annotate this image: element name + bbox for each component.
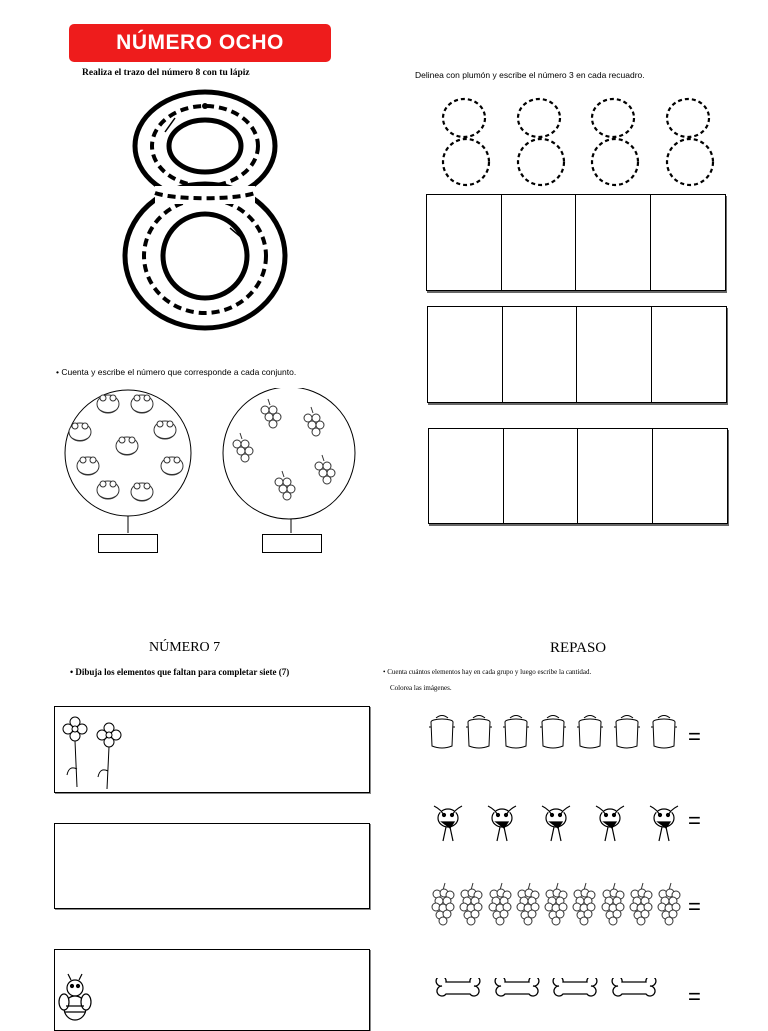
writing-cell[interactable] (427, 195, 502, 290)
draw-box-bee[interactable] (54, 949, 370, 1031)
writing-cell[interactable] (577, 307, 652, 402)
page-title: NÚMERO OCHO (69, 24, 331, 62)
bee-icon (55, 950, 105, 1030)
bird-icon (428, 798, 468, 844)
grapes-icon (487, 882, 513, 926)
grapes-row (430, 882, 682, 928)
count-instruction: • Cuenta y escribe el número que corresponde a cada conjunto. (56, 367, 297, 377)
review-instruction: • Cuenta cuántos elementos hay en cada grupo y luego escribe la cantidad. (383, 668, 592, 676)
writing-grid-3 (428, 428, 728, 524)
writing-grid-1 (426, 194, 726, 291)
grapes-icon (430, 882, 456, 926)
flower-icon (55, 707, 125, 792)
answer-box-frogs[interactable] (98, 534, 158, 553)
writing-grid-2 (427, 306, 727, 403)
dotted-eight[interactable] (662, 96, 718, 188)
review-title: REPASO (550, 640, 607, 656)
frog-set (60, 388, 200, 558)
dotted-eight[interactable] (587, 96, 643, 188)
draw-box-flowers[interactable] (54, 706, 370, 793)
writing-cell[interactable] (576, 195, 651, 290)
frog-icon (69, 395, 183, 501)
pot-icon (613, 713, 641, 751)
seven-title: NÚMERO 7 (149, 640, 221, 655)
pot-icon (650, 713, 678, 751)
bird-icon (644, 798, 684, 844)
equals-sign: = (688, 894, 701, 919)
bone-icon (610, 978, 658, 1002)
bone-icon (551, 978, 599, 1002)
grapes-set (220, 388, 360, 558)
grapes-icon (543, 882, 569, 926)
writing-cell[interactable] (653, 429, 728, 523)
bird-icon (482, 798, 522, 844)
equals-sign: = (688, 984, 701, 1009)
writing-cell[interactable] (652, 307, 727, 402)
writing-cell[interactable] (578, 429, 653, 523)
bird-icon (590, 798, 630, 844)
answer-box-grapes[interactable] (262, 534, 322, 553)
draw-box-empty[interactable] (54, 823, 370, 909)
seven-instruction: • Dibuja los elementos que faltan para completar siete (7) (70, 667, 290, 677)
writing-cell[interactable] (429, 429, 504, 523)
dotted-eight[interactable] (438, 96, 494, 188)
equals-sign: = (688, 808, 701, 833)
grapes-icon (571, 882, 597, 926)
equals-sign: = (688, 724, 701, 749)
grapes-icon (656, 882, 682, 926)
dotted-eights-row (438, 96, 718, 188)
grapes-icon (600, 882, 626, 926)
bird-icon (536, 798, 576, 844)
trace-eight-figure[interactable] (115, 88, 295, 333)
writing-cell[interactable] (504, 429, 579, 523)
grapes-icon (515, 882, 541, 926)
pot-icon (428, 713, 456, 751)
pot-icon (502, 713, 530, 751)
writing-cell[interactable] (651, 195, 726, 290)
writing-cell[interactable] (428, 307, 503, 402)
pot-icon (465, 713, 493, 751)
birds-row (428, 798, 684, 846)
pot-icon (539, 713, 567, 751)
pots-row (428, 713, 678, 755)
writing-cell[interactable] (502, 195, 577, 290)
review-instruction-2: Colorea las imágenes. (390, 684, 452, 692)
grapes-icon (458, 882, 484, 926)
bone-icon (493, 978, 541, 1002)
delineate-instruction: Delinea con plumón y escribe el número 3 en cada recuadro. (415, 70, 645, 80)
dotted-eight[interactable] (513, 96, 569, 188)
grapes-icon (233, 399, 335, 500)
bones-row (434, 978, 658, 1004)
bone-icon (434, 978, 482, 1002)
trace-instruction: Realiza el trazo del número 8 con tu lápiz (82, 68, 250, 78)
pot-icon (576, 713, 604, 751)
writing-cell[interactable] (503, 307, 578, 402)
grapes-icon (628, 882, 654, 926)
